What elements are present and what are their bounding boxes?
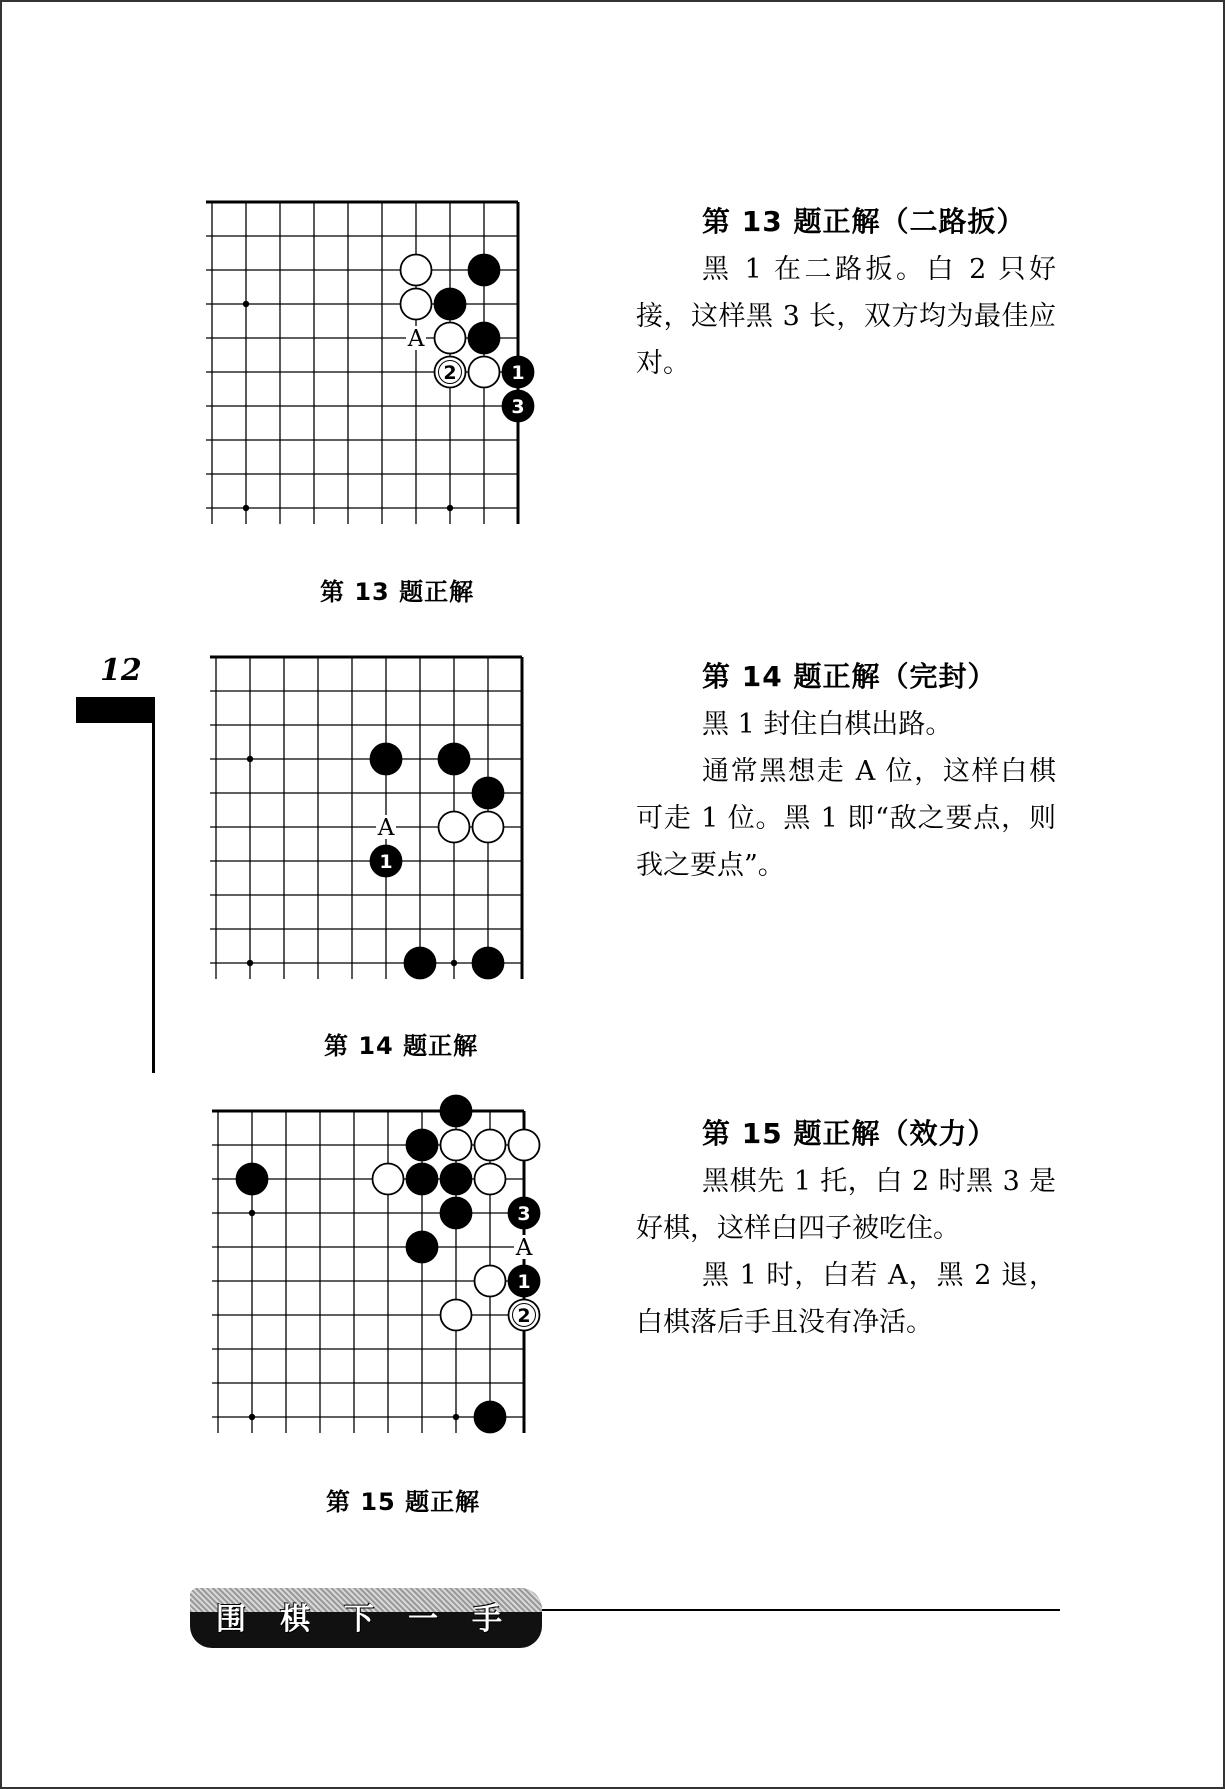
black-stone — [469, 255, 500, 286]
black-stone — [407, 1130, 438, 1161]
board-caption-15: 第 15 题正解 — [326, 1488, 481, 1516]
footer-rule — [542, 1609, 1060, 1611]
star-point — [247, 960, 253, 966]
go-board-13 — [206, 196, 570, 560]
star-point — [249, 1414, 255, 1420]
solution-paragraph-15-2: 黑 1 时，白若 A，黑 2 退，白棋落后手且没有净活。 — [636, 1260, 1056, 1338]
black-stone — [473, 948, 504, 979]
star-point — [249, 1210, 255, 1216]
black-stone — [407, 1232, 438, 1263]
solution-15 — [636, 1112, 1056, 1346]
board-mark-label: A — [515, 1235, 533, 1261]
footer-book-title: 围棋下一手 — [216, 1602, 536, 1637]
stone-move-number: 2 — [443, 362, 457, 384]
board-mark-label: A — [377, 815, 395, 841]
board-mark-label: A — [407, 326, 425, 352]
solution-13 — [636, 200, 1056, 387]
white-stone — [439, 812, 470, 843]
black-stone — [439, 744, 470, 775]
stone-move-number: 1 — [517, 1271, 531, 1293]
star-point — [453, 1414, 459, 1420]
white-stone — [441, 1130, 472, 1161]
stone-move-number: 2 — [517, 1305, 531, 1327]
black-stone — [371, 744, 402, 775]
go-board-13-svg — [206, 196, 570, 560]
solution-paragraph-14-2: 通常黑想走 A 位，这样白棋可走 1 位。黑 1 即“敌之要点，则我之要点”。 — [636, 756, 1056, 881]
go-board-15-svg — [212, 1105, 576, 1469]
star-point — [243, 301, 249, 307]
white-stone — [469, 357, 500, 388]
star-point — [243, 505, 249, 511]
white-stone — [401, 289, 432, 320]
white-stone — [475, 1164, 506, 1195]
page-number: 12 — [100, 653, 142, 688]
solution-paragraph-14-1: 黑 1 封住白棋出路。 — [702, 709, 953, 740]
black-stone — [473, 778, 504, 809]
white-stone — [435, 323, 466, 354]
star-point — [447, 505, 453, 511]
star-point — [247, 756, 253, 762]
black-stone — [405, 948, 436, 979]
black-stone — [469, 323, 500, 354]
black-stone — [237, 1164, 268, 1195]
star-point — [451, 960, 457, 966]
white-stone — [475, 1266, 506, 1297]
stone-move-number: 3 — [517, 1203, 531, 1225]
black-stone — [441, 1096, 472, 1127]
white-stone — [509, 1130, 540, 1161]
black-stone — [441, 1164, 472, 1195]
go-board-15 — [212, 1105, 576, 1469]
board-caption-13: 第 13 题正解 — [320, 578, 475, 606]
solution-heading-13: 第 13 题正解（二路扳） — [702, 205, 1026, 238]
go-board-14 — [210, 651, 574, 1015]
solution-heading-14: 第 14 题正解（完封） — [702, 660, 997, 693]
black-stone — [475, 1402, 506, 1433]
black-stone — [441, 1198, 472, 1229]
footer-banner — [190, 1588, 542, 1648]
white-stone — [473, 812, 504, 843]
stone-move-number: 1 — [379, 851, 393, 873]
black-stone — [435, 289, 466, 320]
board-caption-14: 第 14 题正解 — [324, 1032, 479, 1060]
solution-14 — [636, 655, 1056, 889]
stone-move-number: 3 — [511, 396, 525, 418]
white-stone — [475, 1130, 506, 1161]
go-board-14-svg — [210, 651, 574, 1015]
white-stone — [441, 1300, 472, 1331]
margin-tab — [76, 697, 154, 723]
margin-rule — [152, 697, 155, 1073]
solution-paragraph-13-1: 黑 1 在二路扳。白 2 只好接，这样黑 3 长，双方均为最佳应对。 — [636, 254, 1056, 379]
white-stone — [401, 255, 432, 286]
solution-paragraph-15-1: 黑棋先 1 托，白 2 时黑 3 是好棋，这样白四子被吃住。 — [636, 1166, 1056, 1244]
stone-move-number: 1 — [511, 362, 525, 384]
black-stone — [407, 1164, 438, 1195]
solution-heading-15: 第 15 题正解（效力） — [702, 1117, 997, 1150]
white-stone — [373, 1164, 404, 1195]
